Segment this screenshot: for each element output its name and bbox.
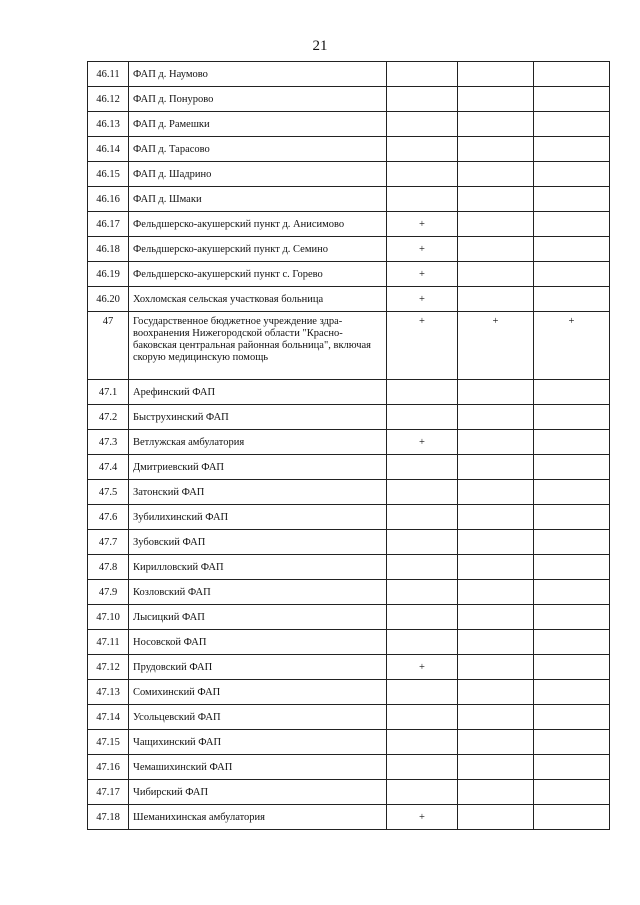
table-row [88,630,610,655]
mark-cell-3: + [534,312,610,380]
row-number-cell: 47.16 [88,755,129,780]
mark-cell-1 [387,62,458,87]
mark-cell-3 [534,112,610,137]
facility-name-cell: Чемашихинский ФАП [129,755,387,780]
facility-name-cell: Зубилихинский ФАП [129,505,387,530]
mark-cell-3 [534,162,610,187]
mark-cell-3 [534,380,610,405]
mark-cell-3 [534,87,610,112]
mark-cell-1 [387,555,458,580]
facility-name-cell: Фельдшерско-акушерский пункт д. Семино [129,237,387,262]
mark-cell-2 [458,530,534,555]
table-row [88,505,610,530]
table-row [88,312,610,380]
mark-cell-2 [458,87,534,112]
row-number-cell: 47.7 [88,530,129,555]
mark-cell-3 [534,655,610,680]
row-number-cell: 46.13 [88,112,129,137]
table-row [88,455,610,480]
row-number-cell: 47.10 [88,605,129,630]
row-number-cell: 47.14 [88,705,129,730]
facility-name-cell: Затонский ФАП [129,480,387,505]
table-row [88,405,610,430]
row-number-cell: 47.9 [88,580,129,605]
mark-cell-3 [534,212,610,237]
mark-cell-2 [458,405,534,430]
table-row [88,212,610,237]
mark-cell-2 [458,605,534,630]
facility-name-cell: ФАП д. Понурово [129,87,387,112]
facility-name-cell: Чибирский ФАП [129,780,387,805]
facility-name-cell: Дмитриевский ФАП [129,455,387,480]
mark-cell-1 [387,405,458,430]
mark-cell-2 [458,755,534,780]
mark-cell-2 [458,580,534,605]
mark-cell-2 [458,505,534,530]
mark-cell-3 [534,505,610,530]
row-number-cell: 47.5 [88,480,129,505]
mark-cell-1 [387,630,458,655]
mark-cell-1 [387,87,458,112]
row-number-cell: 46.16 [88,187,129,212]
facility-name-cell: Хохломская сельская участковая больница [129,287,387,312]
facility-name-cell: ФАП д. Наумово [129,62,387,87]
mark-cell-2 [458,705,534,730]
mark-cell-1: + [387,655,458,680]
mark-cell-2 [458,62,534,87]
mark-cell-3 [534,405,610,430]
mark-cell-1 [387,530,458,555]
mark-cell-2 [458,555,534,580]
facility-table [87,61,610,830]
mark-cell-2 [458,380,534,405]
row-number-cell: 46.12 [88,87,129,112]
mark-cell-1 [387,480,458,505]
table-row [88,237,610,262]
mark-cell-1 [387,162,458,187]
facility-name-cell: Шеманихинская амбулатория [129,805,387,830]
mark-cell-1 [387,380,458,405]
table-row [88,112,610,137]
mark-cell-3 [534,580,610,605]
facility-name-cell: Чащихинский ФАП [129,730,387,755]
facility-name-cell: Усольцевский ФАП [129,705,387,730]
facility-name-cell: Прудовский ФАП [129,655,387,680]
mark-cell-1 [387,605,458,630]
mark-cell-3 [534,430,610,455]
mark-cell-1 [387,112,458,137]
facility-name-cell: ФАП д. Шмаки [129,187,387,212]
mark-cell-3 [534,680,610,705]
mark-cell-1 [387,705,458,730]
row-number-cell: 47.15 [88,730,129,755]
mark-cell-2 [458,780,534,805]
mark-cell-3 [534,455,610,480]
mark-cell-3 [534,187,610,212]
mark-cell-1: + [387,212,458,237]
facility-name-cell: Сомихинский ФАП [129,680,387,705]
table-row [88,187,610,212]
mark-cell-3 [534,555,610,580]
facility-name-cell: Кирилловский ФАП [129,555,387,580]
facility-name-cell: Фельдшерско-акушерский пункт с. Горево [129,262,387,287]
mark-cell-2 [458,112,534,137]
table-row [88,805,610,830]
row-number-cell: 46.18 [88,237,129,262]
row-number-cell: 46.17 [88,212,129,237]
mark-cell-2 [458,262,534,287]
row-number-cell: 46.19 [88,262,129,287]
row-number-cell: 47.1 [88,380,129,405]
mark-cell-1 [387,187,458,212]
table-row [88,655,610,680]
table-row [88,287,610,312]
mark-cell-3 [534,62,610,87]
mark-cell-3 [534,755,610,780]
mark-cell-1 [387,137,458,162]
mark-cell-1: + [387,805,458,830]
table-row [88,555,610,580]
table-row [88,87,610,112]
mark-cell-3 [534,605,610,630]
mark-cell-2 [458,805,534,830]
mark-cell-2 [458,137,534,162]
row-number-cell: 47.11 [88,630,129,655]
row-number-cell: 47.6 [88,505,129,530]
facility-name-cell: Арефинский ФАП [129,380,387,405]
mark-cell-3 [534,630,610,655]
row-number-cell: 47.3 [88,430,129,455]
facility-name-cell: ФАП д. Тарасово [129,137,387,162]
mark-cell-3 [534,730,610,755]
mark-cell-1 [387,755,458,780]
table-row [88,780,610,805]
row-number-cell: 47.8 [88,555,129,580]
table-row [88,730,610,755]
mark-cell-2 [458,162,534,187]
table-row [88,530,610,555]
table-row [88,705,610,730]
mark-cell-1: + [387,287,458,312]
row-number-cell: 46.15 [88,162,129,187]
table-row [88,680,610,705]
mark-cell-3 [534,262,610,287]
facility-name-cell: Ветлужская амбулатория [129,430,387,455]
row-number-cell: 47.17 [88,780,129,805]
table-row [88,605,610,630]
row-number-cell: 46.11 [88,62,129,87]
table-row [88,262,610,287]
mark-cell-2 [458,212,534,237]
facility-name-cell: Быструхинский ФАП [129,405,387,430]
mark-cell-2 [458,430,534,455]
mark-cell-3 [534,480,610,505]
mark-cell-2 [458,237,534,262]
page-number: 21 [312,38,328,54]
mark-cell-1: + [387,430,458,455]
table-row [88,62,610,87]
mark-cell-3 [534,237,610,262]
row-number-cell: 47.4 [88,455,129,480]
facility-name-cell: Зубовский ФАП [129,530,387,555]
mark-cell-2 [458,480,534,505]
row-number-cell: 47.2 [88,405,129,430]
mark-cell-3 [534,805,610,830]
table-row [88,580,610,605]
mark-cell-2 [458,287,534,312]
mark-cell-3 [534,530,610,555]
table-row [88,380,610,405]
mark-cell-1: + [387,262,458,287]
mark-cell-2: + [458,312,534,380]
mark-cell-3 [534,287,610,312]
row-number-cell: 46.14 [88,137,129,162]
facility-name-cell: ФАП д. Шадрино [129,162,387,187]
mark-cell-3 [534,137,610,162]
mark-cell-1 [387,680,458,705]
facility-name-cell: Государственное бюджетное учреждение здра-воохранения Нижегородской области "Красно-баковская центральная районная больница", включая скорую медицинскую помощь [129,312,387,380]
mark-cell-1: + [387,237,458,262]
row-number-cell: 47.18 [88,805,129,830]
row-number-cell: 47 [88,312,129,380]
row-number-cell: 46.20 [88,287,129,312]
table-row [88,755,610,780]
mark-cell-1 [387,780,458,805]
table-row [88,430,610,455]
table-row [88,162,610,187]
mark-cell-1 [387,580,458,605]
facility-name-cell: Лысицкий ФАП [129,605,387,630]
row-number-cell: 47.12 [88,655,129,680]
table-body [88,62,610,830]
mark-cell-2 [458,655,534,680]
mark-cell-2 [458,680,534,705]
facility-name-cell: Фельдшерско-акушерский пункт д. Анисимово [129,212,387,237]
mark-cell-2 [458,730,534,755]
mark-cell-3 [534,780,610,805]
mark-cell-1 [387,505,458,530]
mark-cell-1: + [387,312,458,380]
mark-cell-2 [458,630,534,655]
facility-name-cell: ФАП д. Рамешки [129,112,387,137]
mark-cell-2 [458,455,534,480]
table-row [88,480,610,505]
mark-cell-1 [387,455,458,480]
mark-cell-1 [387,730,458,755]
table-row [88,137,610,162]
facility-name-cell: Козловский ФАП [129,580,387,605]
row-number-cell: 47.13 [88,680,129,705]
mark-cell-2 [458,187,534,212]
facility-name-cell: Носовской ФАП [129,630,387,655]
mark-cell-3 [534,705,610,730]
